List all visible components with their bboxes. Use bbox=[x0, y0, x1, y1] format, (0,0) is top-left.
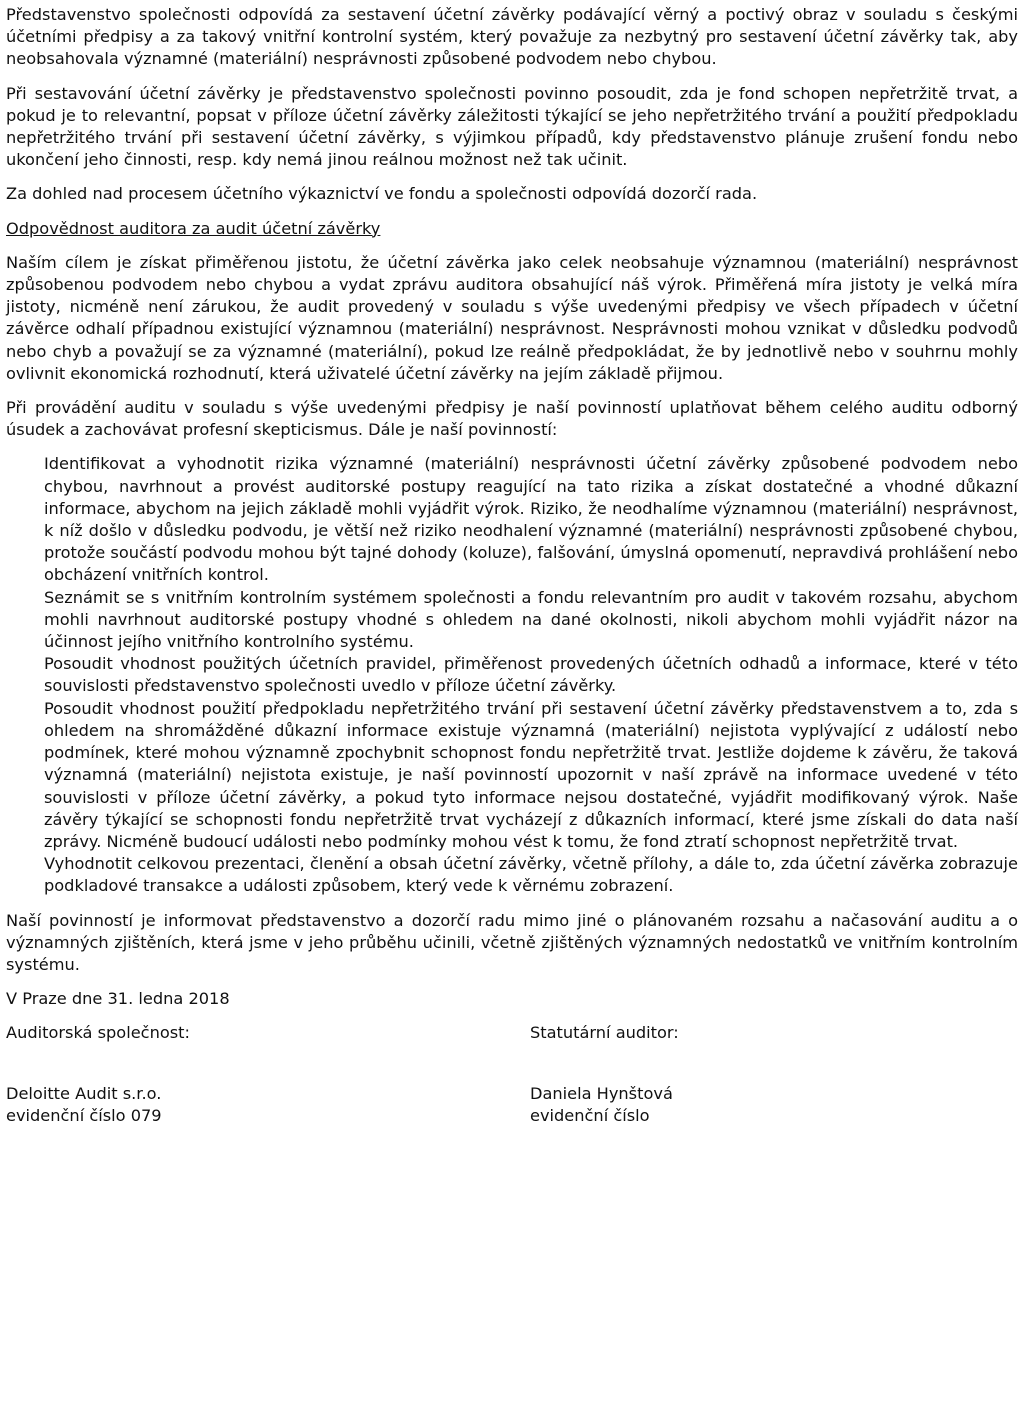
statutory-auditor-name: Daniela Hynštová bbox=[530, 1083, 673, 1103]
list-item: Vyhodnotit celkovou prezentaci, členění a obsah účetní závěrky, včetně přílohy, a dále to, zda účetní závěrka zobrazuje podkladové transakce a události způsobem, který vede k věrnému zobrazení. bbox=[44, 854, 1018, 896]
signature-block bbox=[6, 1083, 1018, 1127]
audit-firm-block bbox=[6, 1083, 530, 1127]
auditor-duties-list bbox=[6, 453, 1018, 897]
paragraph-communication: Naší povinností je informovat představenstvo a dozorčí radu mimo jiné o plánovaném rozsahu a načasování auditu a o významných zjištěních, která jsme v jeho průběhu učinili, včetně zjištěných významných nedostatků ve vnitřním kontrolním systému. bbox=[6, 910, 1018, 974]
audit-firm-name: Deloitte Audit s.r.o. bbox=[6, 1083, 162, 1103]
paragraph-professional-judgment: Při provádění auditu v souladu s výše uvedenými předpisy je naší povinností uplatňovat během celého auditu odborný úsudek a zachovávat profesní skepticismus. Dále je naší povinností: bbox=[6, 398, 1018, 440]
list-item: Identifikovat a vyhodnotit rizika významné (materiální) nesprávnosti účetní závěrky způsobené podvodem nebo chybou, navrhnout a provést auditorské postupy reagující na tato rizika a získat dostatečné a vhodné důkazní informace, abychom na jejich základě mohli vyjádřit výrok. Riziko, že neodhalíme významnou (materiální) nesprávnost, k níž došlo v důsledku podvodu, je větší než riziko neodhalení významné (materiální) nesprávnosti způsobené chybou, protože součástí podvodu mohou být tajné dohody (koluze), falšování, úmyslná opomenutí, nepravdivá prohlášení nebo obcházení vnitřních kontrol. bbox=[44, 454, 1018, 585]
list-item: Seznámit se s vnitřním kontrolním systémem společnosti a fondu relevantním pro audit v takovém rozsahu, abychom mohli navrhnout auditorské postupy vhodné s ohledem na dané okolnosti, nikoli abychom mohli vyjádřit názor na účinnost jejího vnitřního kontrolního systému. bbox=[44, 587, 1018, 652]
paragraph-going-concern: Při sestavování účetní závěrky je představenstvo společnosti povinno posoudit, zda je fond schopen nepřetržitě trvat, a pokud je to relevantní, popsat v příloze účetní závěrky záležitosti týkající se jeho nepřetržitého trvání a použití předpokladu nepřetržitého trvání při sestavení účetní závěrky, s výjimkou případů, kdy představenstvo plánuje zrušení fondu nebo ukončení jeho činnosti, resp. kdy nemá jinou reálnou možnost než tak učinit. bbox=[6, 83, 1018, 170]
list-item: Posoudit vhodnost použití předpokladu nepřetržitého trvání při sestavení účetní závěrky představenstvem a to, zda s ohledem na shromážděné důkazní informace existuje významná (materiální) nejistota vyplývající z událostí nebo podmínek, které mohou významně zpochybnit schopnost fondu nepřetržitě trvat. Jestliže dojdeme k závěru, že taková významná (materiální) nejistota existuje, je naší povinností upozornit v naší zprávě na informace uvedené v této souvislosti v příloze účetní závěrky, a pokud tyto informace nejsou dostatečné, vyjádřit modifikovaný výrok. Naše závěry týkající se schopnosti fondu nepřetržitě trvat vycházejí z důkazních informací, které jsme získali do data naší zprávy. Nicméně budoucí události nebo podmínky mohou vést k tomu, že fond ztratí schopnost nepřetržitě trvat. bbox=[44, 698, 1018, 851]
paragraph-board-responsibility: Představenstvo společnosti odpovídá za sestavení účetní závěrky podávající věrný a poctivý obraz v souladu s českými účetními předpisy a za takový vnitřní kontrolní systém, který považuje za nezbytný pro sestavení účetní závěrky tak, aby neobsahovala významné (materiální) nesprávnosti způsobené podvodem nebo chybou. bbox=[6, 5, 1018, 69]
audit-firm-registration-number: evidenční číslo 079 bbox=[6, 1105, 162, 1125]
place-date: V Praze dne 31. ledna 2018 bbox=[6, 989, 230, 1009]
paragraph-supervisory-board: Za dohled nad procesem účetního výkaznictví ve fondu a společnosti odpovídá dozorčí rada. bbox=[6, 184, 758, 204]
list-item: Posoudit vhodnost použitých účetních pravidel, přiměřenost provedených účetních odhadů a informace, které v této souvislosti představenstvo společnosti uvedlo v příloze účetní závěrky. bbox=[44, 654, 1018, 696]
statutory-auditor-block bbox=[530, 1083, 1010, 1127]
paragraph-audit-objective: Naším cílem je získat přiměřenou jistotu, že účetní závěrka jako celek neobsahuje významnou (materiální) nesprávnost způsobenou podvodem nebo chybou a vydat zprávu auditora obsahující náš výrok. Přiměřená míra jistoty je velká míra jistoty, nicméně není zárukou, že audit provedený v souladu s výše uvedenými předpisy ve všech případech v účetní závěrce odhalí případnou existující významnou (materiální) nesprávnost. Nesprávnosti mohou vznikat v důsledku podvodů nebo chyb a považují se za významné (materiální), pokud lze reálně předpokládat, že by jednotlivě nebo v souhrnu mohly ovlivnit ekonomická rozhodnutí, která uživatelé účetní závěrky na jejím základě přijmou. bbox=[6, 252, 1018, 383]
signature-labels bbox=[6, 1022, 1018, 1044]
section-heading-auditor-responsibility: Odpovědnost auditora za audit účetní závěrky bbox=[6, 218, 381, 238]
statutory-auditor-label: Statutární auditor: bbox=[530, 1023, 679, 1043]
audit-firm-label: Auditorská společnost: bbox=[6, 1023, 190, 1043]
statutory-auditor-registration-number: evidenční číslo bbox=[530, 1105, 650, 1125]
